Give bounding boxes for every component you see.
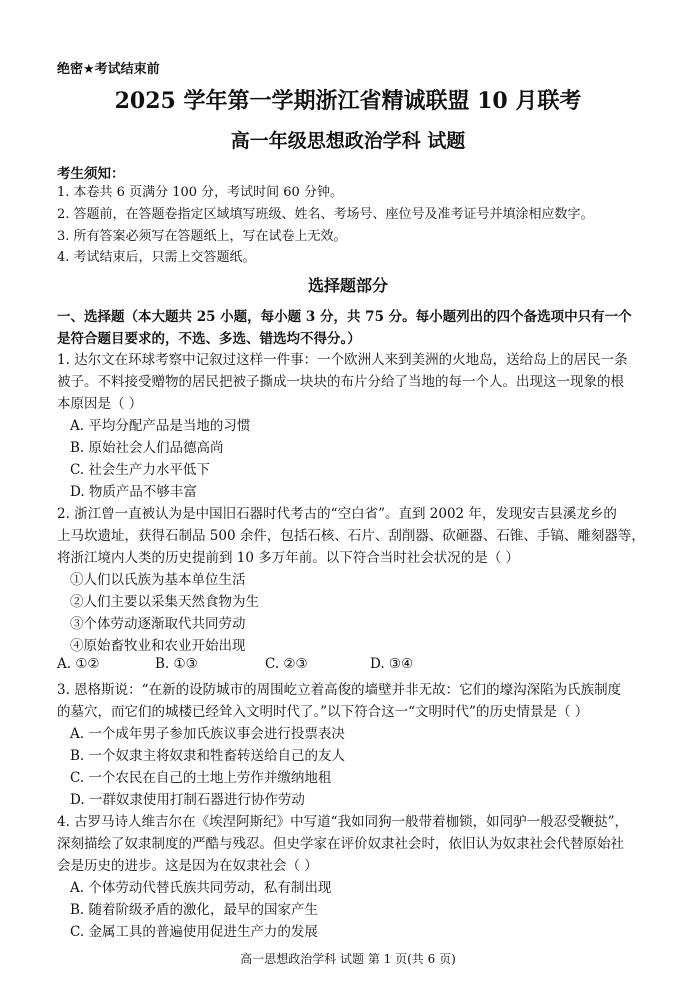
option-a: A. 平均分配产品是当地的习惯: [70, 418, 251, 434]
option-c: C. 金属工具的普遍使用促进生产力的发展: [70, 924, 318, 940]
question-stem-line: 被子。不料接受赠物的居民把被子撕成一块块的布片分给了当地的每一个人。出现这一现象的根: [57, 374, 624, 390]
choice-d: D. ③④: [370, 656, 414, 672]
question-stem-line: 上马坎遗址，获得石制品 500 余件，包括石核、石片、刮削器、砍砸器、石锥、手镐、雕刻器等，: [57, 528, 645, 544]
question-stem-line: 的墓穴，而它们的城楼已经耸入文明时代了。”以下符合这一“文明时代”的历史情景是（ ）: [57, 704, 589, 720]
statement-1: ①人们以氏族为基本单位生活: [70, 572, 246, 588]
exam-subtitle: 高一年级思想政治学科 试题: [230, 130, 466, 152]
option-d: D. 物质产品不够丰富: [70, 484, 197, 500]
statement-3: ③个体劳动逐渐取代共同劳动: [70, 616, 246, 632]
question-stem-line: 将浙江境内人类的历史提前到 10 多万年前。以下符合当时社会状况的是（ ）: [57, 550, 520, 566]
question-stem-line: 深刻描绘了奴隶制度的严酷与残忍。但史学家在评价奴隶社会时，依旧认为奴隶社会代替原始社: [57, 836, 624, 852]
question-stem-line: 会是历史的进步。这是因为在奴隶社会（ ）: [57, 858, 318, 874]
option-c: C. 一个农民在自己的土地上劳作并缴纳地租: [70, 770, 332, 786]
exam-title: 2025 学年第一学期浙江省精诚联盟 10 月联考: [114, 88, 582, 114]
confidential-label: 绝密★考试结束前: [57, 62, 160, 77]
option-b: B. 原始社会人们品德高尚: [70, 440, 224, 456]
notice-item: 4. 考试结束后，只需上交答题纸。: [57, 250, 256, 265]
notice-item: 2. 答题前，在答题卷指定区域填写班级、姓名、考场号、座位号及准考证号并填涂相应数字。: [57, 207, 594, 222]
section-instruction: 是符合题目要求的，不选、多选、错选均不得分。）: [57, 331, 361, 347]
option-d: D. 一群奴隶使用打制石器进行协作劳动: [70, 792, 305, 808]
statement-4: ④原始畜牧业和农业开始出现: [70, 638, 246, 654]
statement-2: ②人们主要以采集天然食物为生: [70, 594, 259, 610]
notice-item: 3. 所有答案必须写在答题纸上，写在试卷上无效。: [57, 229, 347, 244]
section-instruction: 一、选择题（本大题共 25 小题，每小题 3 分，共 75 分。每小题列出的四个备选项中只有一个: [57, 309, 632, 325]
option-c: C. 社会生产力水平低下: [70, 462, 210, 478]
notice-heading: 考生须知：: [57, 166, 125, 182]
question-stem-line: 1. 达尔文在环球考察中记叙过这样一件事：一个欧洲人来到美洲的火地岛，送给岛上的居民一条: [57, 352, 628, 368]
option-b: B. 一个奴隶主将奴隶和牲畜转送给自己的友人: [70, 748, 346, 764]
question-stem-line: 3. 恩格斯说：“在新的设防城市的周围屹立着高俊的墙壁并非无故：它们的壕沟深陷为氏族制度: [57, 682, 622, 698]
question-stem-line: 4. 古罗马诗人维吉尔在《埃涅阿斯纪》中写道“我如同狗一般带着枷锁，如同驴一般忍受鞭挞”，: [57, 814, 628, 830]
notice-item: 1. 本卷共 6 页满分 100 分，考试时间 60 分钟。: [57, 185, 343, 200]
page-footer: 高一思想政治学科 试题 第 1 页(共 6 页): [240, 952, 456, 966]
option-b: B. 随着阶级矛盾的激化，最早的国家产生: [70, 902, 319, 918]
choice-c: C. ②③: [265, 656, 308, 672]
option-a: A. 一个成年男子参加氏族议事会进行投票表决: [70, 726, 345, 742]
question-stem-line: 本原因是（ ）: [57, 396, 143, 412]
choice-b: B. ①③: [155, 656, 198, 672]
option-a: A. 个体劳动代替氏族共同劳动，私有制出现: [70, 880, 332, 896]
section-title: 选择题部分: [307, 276, 388, 295]
choice-a: A. ①②: [57, 656, 100, 672]
question-stem-line: 2. 浙江曾一直被认为是中国旧石器时代考古的“空白省”。直到 2002 年，发现安吉县溪龙乡的: [57, 506, 617, 522]
